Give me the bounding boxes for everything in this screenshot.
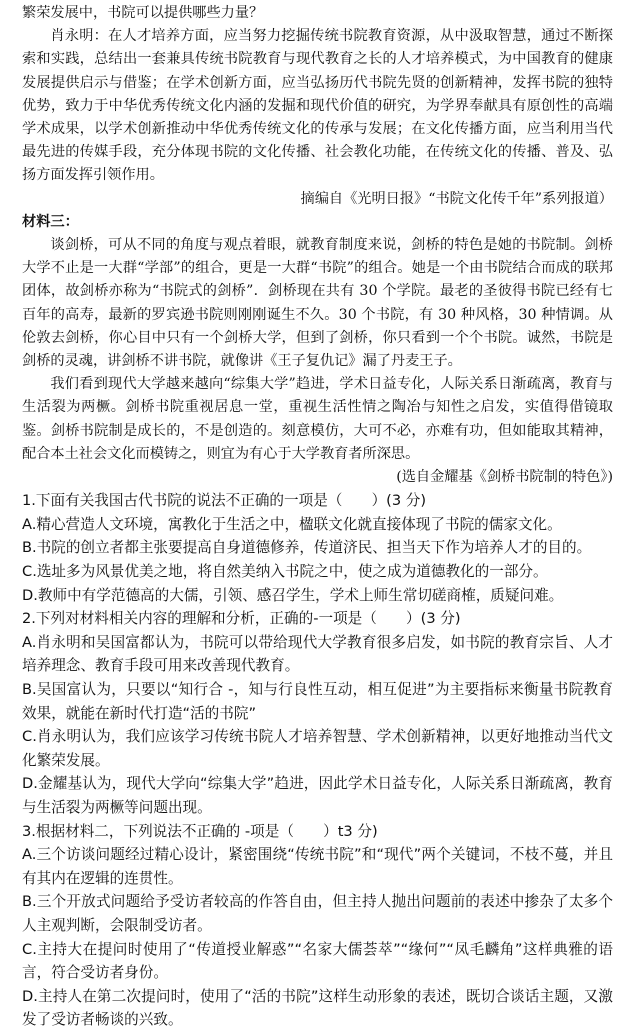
option-a: A.精心营造人文环境，寓教化于生活之中，楹联文化就直接体现了书院的儒家文化。 bbox=[22, 515, 562, 533]
material-three-para-1: 谈剑桥，可从不同的角度与观点着眼，就教育制度来说，剑桥的特色是她的书院制。剑桥大学不止是一大群“学部”的组合，更是一大群“书院”的组合。她是一个由书院结合而成的联邦团体，故剑桥亦称为“书院式的剑桥”．剑桥现在共有 30 个学院。最老的圣彼得书院已经有七百年的高寿，最新的罗宾逊书院则刚刚诞生不久。30 个书院，有 30 种风格，30 种情调。从伦敦去剑桥，你心目中只有一个剑桥大学，但到了剑桥，你只看到一个个书院。诚然，书院是剑桥的灵魂，讲剑桥不讲书院，就像讲《王子复仇记》漏了丹麦王子。 bbox=[22, 237, 613, 370]
xiao-yongming-answer: 肖永明：在人才培养方面，应当努力挖掘传统书院教育资源，从中汲取智慧，通过不断探索和实践，总结出一套兼具传统书院教育与现代教育之长的人才培养模式，为中国教育的健康发展提供启示与借鉴；在学术创新方面，应当弘扬历代书院先贤的创新精神，发挥书院的独特优势，致力于中华优秀传统文化内涵的发掘和现代价值的研究，为学界奉献具有原创性的高端学术成果，以学术创新推动中华优秀传统文化的传承与发展；在文化传播方面，应当利用当代最先进的传媒手段，充分体现书院的文化传播、社会教化功能，在传统文化的传播、普及、弘扬方面发挥引领作用。 bbox=[22, 28, 613, 184]
material-three-label: 材料三： bbox=[22, 213, 79, 230]
option-c: C.肖永明认为，我们应该学习传统书院人才培养智慧、学术创新精神，以更好地推动当代文化繁荣发展。 bbox=[22, 728, 613, 769]
material-two-continued bbox=[22, 0, 613, 211]
option-b: B.三个开放式问题给予受访者较高的作答自由，但主持人抛出问题前的表述中掺杂了太多个人主观判断，会限制受访者。 bbox=[22, 893, 613, 934]
option-d: D.教师中有学范德高的大儒，引领、感召学生，学术上师生常切磋商榷，质疑问难。 bbox=[22, 586, 564, 604]
option-b: B.吴国富认为，只要以“知行合 -，知与行良性互动，相互促进”为主要指标来衡量书院教育效果，就能在新时代打造“活的书院” bbox=[22, 681, 613, 722]
option-c: C.选址多为风景优美之地，将自然美纳入书院之中，使之成为道德教化的一部分。 bbox=[22, 563, 548, 581]
material-three bbox=[22, 211, 613, 489]
question-stem: 1.下面有关我国古代书院的说法不正确的一项是（ ）(3 分) bbox=[22, 492, 427, 510]
option-d: D.金耀基认为，现代大学向“综集大学”趋进，因此学术日益专化，人际关系日渐疏离，教育与生活裂为两橛等问题出现。 bbox=[22, 775, 613, 816]
continued-line: 繁荣发展中，书院可以提供哪些力量？ bbox=[22, 5, 264, 21]
option-b: B.书院的创立者都主张要提高自身道德修养，传道济民、担当天下作为培养人才的目的。 bbox=[22, 539, 592, 557]
option-a: A.三个访谈问题经过精心设计，紧密围绕“传统书院”和“现代”两个关键词，不枝不蔓，并且有其内在逻辑的连贯性。 bbox=[22, 846, 613, 887]
option-d: D.主持人在第二次提问时，使用了“活的书院”这样生动形象的表述，既切合谈话主题，又激发了受访者畅谈的兴致。 bbox=[22, 987, 613, 1029]
question-2 bbox=[22, 607, 613, 819]
option-a: A.肖永明和吴国富都认为，书院可以带给现代大学教育很多启发，如书院的教育宗旨、人才培养理念、教育手段可用来改善现代教育。 bbox=[22, 633, 613, 675]
question-3 bbox=[22, 820, 613, 1032]
material-two-source: 摘编自《光明日报》“书院文化传千年”系列报道） bbox=[300, 190, 613, 207]
question-stem: 2.下列对材料相关内容的理解和分析，正确的-一项是（ ）(3 分) bbox=[22, 610, 461, 628]
question-1 bbox=[22, 489, 613, 607]
question-stem: 3.根据材料二，下列说法不正确的 -项是（ ）t3 分) bbox=[22, 822, 378, 840]
option-c: C.主持大在提问时使用了“传道授业解惑”“名家大儒荟萃”“缘何”“凤毛麟角”这样典雅的语言，符合受访者身份。 bbox=[22, 940, 613, 982]
material-three-para-2: 我们看到现代大学越来越向“综集大学”趋进，学术日益专化，人际关系日渐疏离，教育与生活裂为两橛。剑桥书院重视居息一堂，重视生活性情之陶冶与知性之启发，实值得借镜取鉴。剑桥书院制是成长的，不是创造的。刻意模仿，大可不必，亦难有功，但如能取其精神，配合本土社会文化而模铸之，则宜为有心于大学教育者所深思。 bbox=[22, 376, 613, 462]
material-three-source: (选自金耀基《剑桥书院制的特色》) bbox=[396, 469, 613, 486]
